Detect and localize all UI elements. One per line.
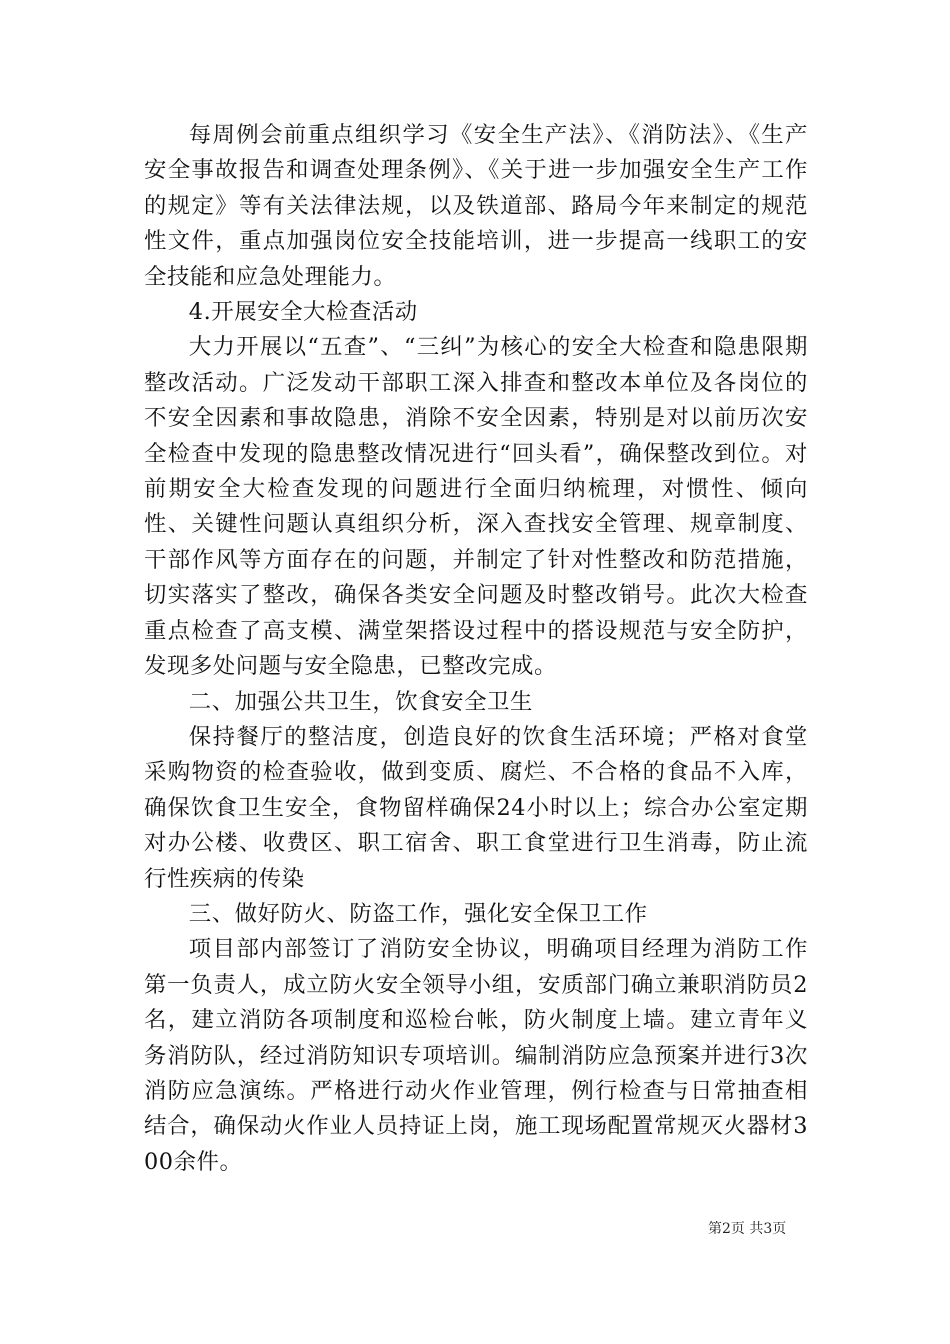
- page-number-footer: 第2页 共3页: [708, 1221, 787, 1237]
- paragraph-fire-theft-prevention: 项目部内部签订了消防安全协议，明确项目经理为消防工作第一负责人，成立防火安全领导小组，安质部门确立兼职消防员2名，建立消防各项制度和巡检台帐，防火制度上墙。建立青年义务消防队，经过消防知识专项培训。编制消防应急预案并进行3次消防应急演练。严格进行动火作业管理，例行检查与日常抽查相结合，确保动火作业人员持证上岗，施工现场配置常规灭火器材300余件。: [144, 936, 808, 1175]
- paragraph-public-hygiene: 保持餐厅的整洁度，创造良好的饮食生活环境；严格对食堂采购物资的检查验收，做到变质、腐烂、不合格的食品不入库，确保饮食卫生安全，食物留样确保24小时以上；综合办公室定期对办公楼、收费区、职工宿舍、职工食堂进行卫生消毒，防止流行性疾病的传染: [144, 723, 808, 892]
- document-body: [144, 118, 808, 1180]
- heading-public-hygiene: 二、加强公共卫生，饮食安全卫生: [188, 688, 533, 715]
- heading-safety-inspection: 4.开展安全大检查活动: [188, 299, 418, 326]
- heading-fire-theft-prevention: 三、做好防火、防盗工作，强化安全保卫工作: [188, 900, 648, 927]
- paragraph-safety-inspection: 大力开展以“五查”、“三纠”为核心的安全大检查和隐患限期整改活动。广泛发动干部职工深入排查和整改本单位及各岗位的不安全因素和事故隐患，消除不安全因素，特别是对以前历次安全检查中发现的隐患整改情况进行“回头看”，确保整改到位。对前期安全大检查发现的问题进行全面归纳梳理，对惯性、倾向性、关键性问题认真组织分析，深入查找安全管理、规章制度、干部作风等方面存在的问题，并制定了针对性整改和防范措施，切实落实了整改，确保各类安全问题及时整改销号。此次大检查重点检查了高支模、满堂架搭设过程中的搭设规范与安全防护，发现多处问题与安全隐患，已整改完成。: [144, 334, 808, 680]
- paragraph-study-regulations: 每周例会前重点组织学习《安全生产法》、《消防法》、《生产安全事故报告和调查处理条例》、《关于进一步加强安全生产工作的规定》等有关法律法规，以及铁道部、路局今年来制定的规范性文件，重点加强岗位安全技能培训，进一步提高一线职工的安全技能和应急处理能力。: [144, 122, 808, 290]
